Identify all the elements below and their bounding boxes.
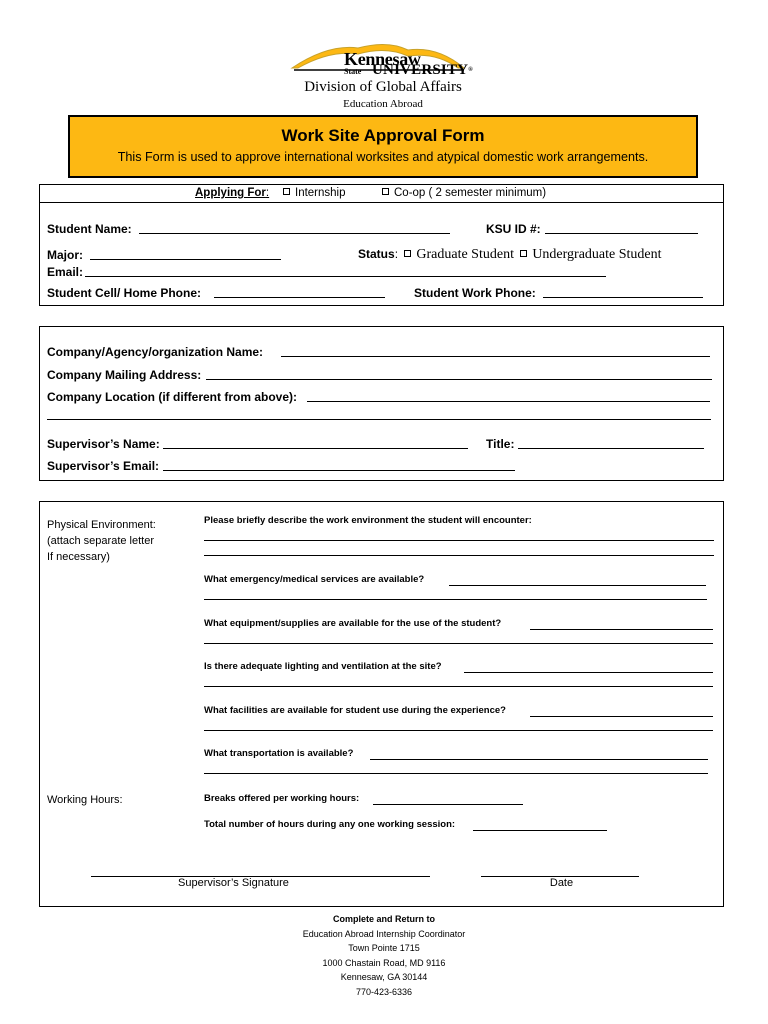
ksu-id-label: KSU ID #: [486, 222, 541, 236]
physical-environment-label: Physical Environment: [47, 519, 156, 531]
checkbox-icon[interactable] [283, 188, 290, 195]
footer-heading: Complete and Return to [332, 914, 435, 924]
status-label: Status [358, 247, 395, 261]
title-field[interactable] [518, 448, 704, 449]
emergency-services-field-1[interactable] [449, 585, 706, 586]
supervisor-signature-label: Supervisor’s Signature [178, 877, 289, 889]
supervisor-name-field[interactable] [163, 448, 468, 449]
cell-phone-label: Student Cell/ Home Phone: [47, 286, 202, 300]
question-work-environment: Please briefly describe the work environment the student will encounter: [204, 515, 532, 526]
transportation-field-2[interactable] [204, 773, 708, 774]
attach-note-line1: (attach separate letter [47, 535, 155, 547]
department-name: Education Abroad [343, 98, 423, 110]
email-field[interactable] [85, 276, 606, 277]
mailing-address-field[interactable] [206, 379, 712, 380]
mailing-address-label: Company Mailing Address: [47, 368, 202, 382]
work-phone-field[interactable] [543, 297, 703, 298]
lighting-field-1[interactable] [464, 672, 713, 673]
checkbox-icon[interactable] [404, 250, 411, 257]
student-name-label: Student Name: [47, 222, 132, 236]
facilities-field-2[interactable] [204, 730, 713, 731]
working-hours-label: Working Hours: [47, 794, 123, 806]
title-banner [68, 115, 698, 178]
footer-city: Kennesaw, GA 30144 [340, 972, 428, 982]
ksu-id-field[interactable] [545, 233, 698, 234]
company-name-field[interactable] [281, 356, 710, 357]
equipment-field-1[interactable] [530, 629, 713, 630]
attach-note-line2: If necessary) [47, 551, 110, 563]
graduate-option[interactable]: Graduate Student [416, 247, 514, 262]
footer-coordinator: Education Abroad Internship Coordinator [302, 928, 466, 939]
transportation-field-1[interactable] [370, 759, 708, 760]
work-environment-field-2[interactable] [204, 555, 714, 556]
logo-kennesaw-text: Kennesaw [344, 49, 421, 69]
question-emergency-services: What emergency/medical services are available? [204, 574, 425, 585]
company-location-field-2[interactable] [47, 419, 711, 420]
work-environment-field-1[interactable] [204, 540, 714, 541]
title-label: Title: [486, 437, 515, 451]
equipment-field-2[interactable] [204, 643, 713, 644]
checkbox-icon[interactable] [382, 188, 389, 195]
date-label: Date [549, 877, 574, 889]
status-row: Status: Graduate Student Undergraduate Student [358, 247, 662, 262]
total-hours-field[interactable] [473, 830, 607, 831]
lighting-field-2[interactable] [204, 686, 713, 687]
breaks-label: Breaks offered per working hours: [204, 793, 360, 804]
major-label: Major: [47, 248, 83, 262]
supervisor-name-label: Supervisor’s Name: [47, 437, 160, 451]
email-label: Email: [47, 265, 84, 279]
company-location-label: Company Location (if different from above): [47, 390, 298, 404]
form-title: Work Site Approval Form [281, 126, 485, 145]
form-subtitle: This Form is used to approve international worksites and atypical domestic work arrangements. [117, 150, 649, 164]
checkbox-icon[interactable] [520, 250, 527, 257]
question-equipment: What equipment/supplies are available for the use of the student? [204, 618, 502, 629]
company-section [39, 326, 724, 481]
student-name-field[interactable] [139, 233, 450, 234]
supervisor-email-label: Supervisor’s Email: [47, 459, 160, 473]
major-field[interactable] [90, 259, 281, 260]
environment-section [39, 501, 724, 907]
division-name: Division of Global Affairs [304, 79, 462, 95]
emergency-services-field-2[interactable] [204, 599, 707, 600]
logo-state-text: State [344, 67, 362, 76]
undergraduate-option[interactable]: Undergraduate Student [532, 247, 662, 262]
company-name-label: Company/Agency/organization Name: [47, 345, 264, 359]
footer-phone: 770-423-6336 [355, 986, 413, 997]
breaks-field[interactable] [373, 804, 523, 805]
company-location-field[interactable] [307, 401, 710, 402]
internship-option[interactable]: Internship [283, 185, 346, 202]
question-transportation: What transportation is available? [204, 748, 354, 759]
total-hours-label: Total number of hours during any one working session: [204, 819, 456, 830]
facilities-field-1[interactable] [530, 716, 713, 717]
applying-for-row [40, 185, 723, 203]
cell-phone-field[interactable] [214, 297, 385, 298]
student-section [39, 184, 724, 306]
footer-street: 1000 Chastain Road, MD 9116 [322, 957, 446, 968]
return-address [234, 912, 534, 999]
supervisor-email-field[interactable] [163, 470, 515, 471]
question-facilities: What facilities are available for student use during the experience? [204, 705, 506, 716]
work-phone-label: Student Work Phone: [414, 286, 536, 300]
footer-building: Town Pointe 1715 [348, 943, 420, 953]
coop-option[interactable]: Co-op ( 2 semester minimum) [382, 185, 546, 202]
applying-for-label: Applying For: [195, 187, 270, 199]
logo-university-text: UNIVERSITY® [372, 62, 473, 78]
question-lighting: Is there adequate lighting and ventilation at the site? [204, 661, 442, 672]
